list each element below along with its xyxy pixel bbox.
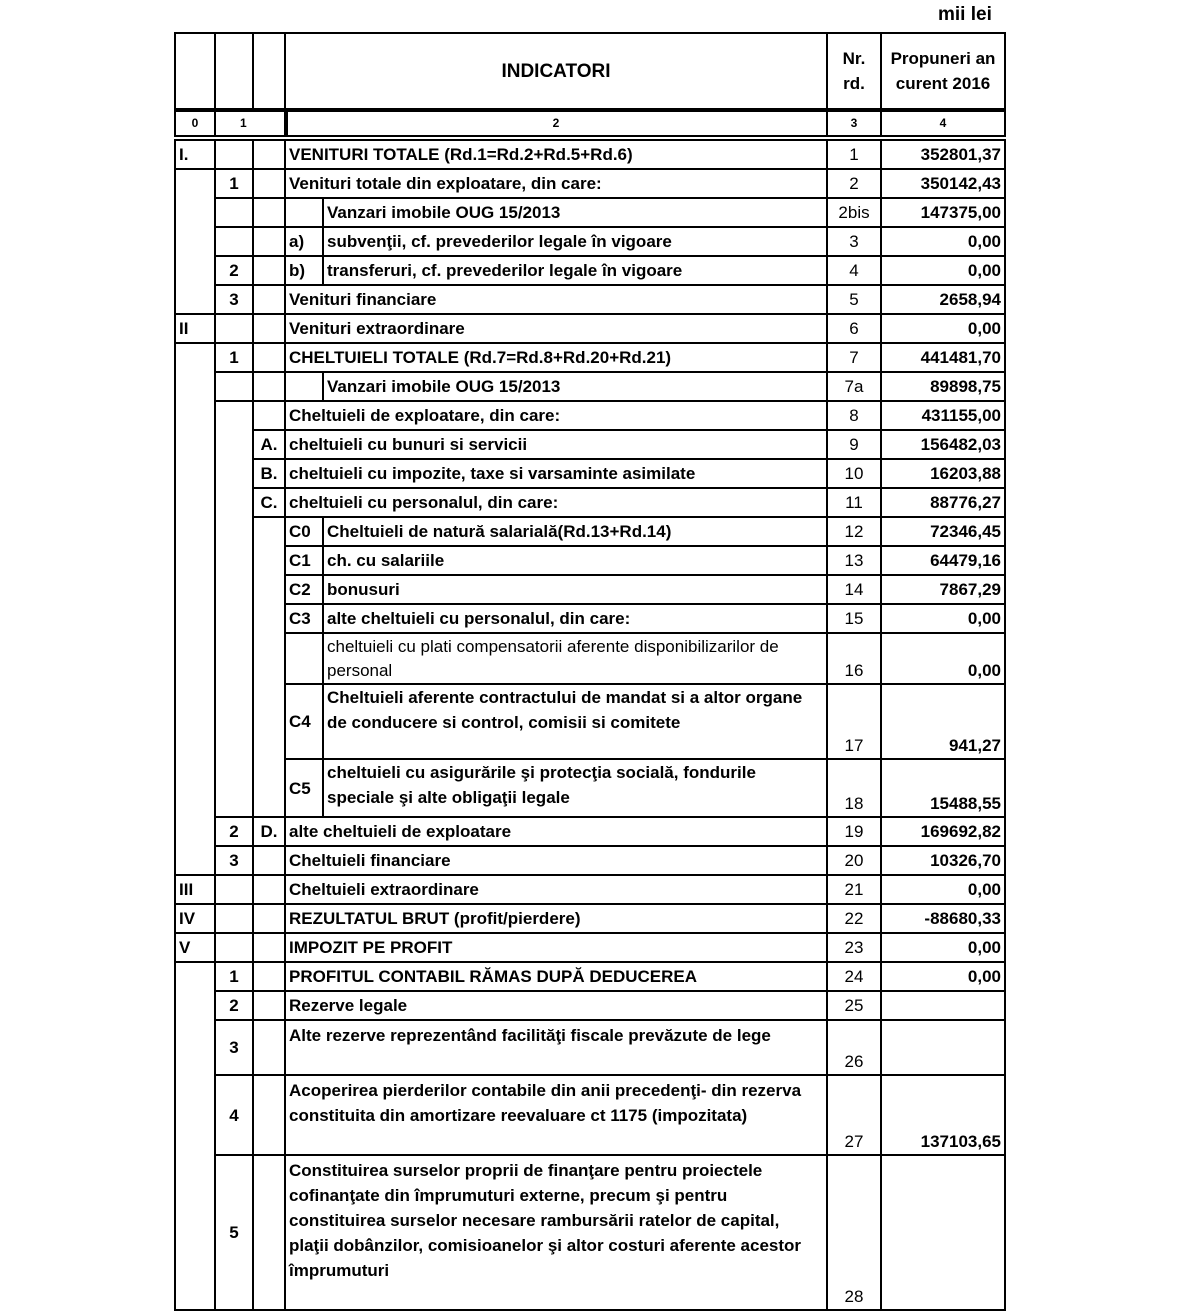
row-letter-cell: [252, 226, 286, 257]
row-sub-code: a): [284, 226, 324, 257]
header-col1: [214, 32, 254, 110]
row-indicator-text: REZULTATUL BRUT (profit/pierdere): [284, 903, 828, 934]
row-value: 0,00: [880, 961, 1006, 992]
row-nr: 7: [826, 342, 882, 373]
row-roman-cell: I.: [174, 139, 216, 170]
row-nr: 7a: [826, 371, 882, 402]
row-nr: 15: [826, 603, 882, 634]
row-letter-cell: A.: [252, 429, 286, 460]
row-value: 350142,43: [880, 168, 1006, 199]
row-number-cell: [214, 932, 254, 963]
row-value: 441481,70: [880, 342, 1006, 373]
row-value: 72346,45: [880, 516, 1006, 547]
row-nr: 5: [826, 284, 882, 315]
header-propuneri: Propuneri an curent 2016: [880, 32, 1006, 110]
row-indicator-text: Alte rezerve reprezentând facilităţi fiscale prevăzute de lege: [284, 1019, 828, 1076]
row-letter-cell: [252, 313, 286, 344]
row-value: 0,00: [880, 603, 1006, 634]
row-letter-cell: [252, 845, 286, 876]
row-indicator-text: Cheltuieli aferente contractului de mandat si a altor organe de conducere si control, comisii si comitete: [322, 683, 828, 760]
row-letter-cell: [252, 990, 286, 1021]
row-letter-cell: [252, 400, 286, 431]
row-value: 88776,27: [880, 487, 1006, 518]
row-roman-cell: II: [174, 313, 216, 344]
row-nr: 24: [826, 961, 882, 992]
row-indicator-text: bonusuri: [322, 574, 828, 605]
row-nr: 16: [826, 632, 882, 685]
row-indicator-text: Cheltuieli extraordinare: [284, 874, 828, 905]
row-nr: 19: [826, 816, 882, 847]
row-value: [880, 1019, 1006, 1076]
col-number-2: 2: [284, 110, 828, 137]
row-value: [880, 990, 1006, 1021]
row-indicator-text: Venituri financiare: [284, 284, 828, 315]
row-nr: 9: [826, 429, 882, 460]
row-number-cell: 1: [214, 961, 254, 992]
header-col0: [174, 32, 216, 110]
row-roman-cell: [174, 168, 216, 315]
row-number-cell: [214, 226, 254, 257]
row-value: 0,00: [880, 632, 1006, 685]
unit-label: mii lei: [938, 4, 992, 25]
row-value: 0,00: [880, 313, 1006, 344]
row-roman-cell: IV: [174, 903, 216, 934]
row-indicator-text: Venituri extraordinare: [284, 313, 828, 344]
row-indicator-text: IMPOZIT PE PROFIT: [284, 932, 828, 963]
row-indicator-text: cheltuieli cu asigurările şi protecţia socială, fondurile speciale şi alte obligaţii legale: [322, 758, 828, 818]
row-nr: 12: [826, 516, 882, 547]
row-indicator-text: Cheltuieli de natură salarială(Rd.13+Rd.14): [322, 516, 828, 547]
row-nr: 1: [826, 139, 882, 170]
row-number-cell: [214, 400, 254, 818]
row-letter-cell: [252, 516, 286, 818]
row-number-cell: 2: [214, 990, 254, 1021]
row-nr: 3: [826, 226, 882, 257]
row-nr: 20: [826, 845, 882, 876]
row-value: [880, 1154, 1006, 1311]
row-nr: 27: [826, 1074, 882, 1156]
row-roman-cell: [174, 342, 216, 876]
row-sub-code: b): [284, 255, 324, 286]
row-nr: 4: [826, 255, 882, 286]
row-indicator-text: Constituirea surselor proprii de finanţare pentru proiectele cofinanţate din împrumuturi externe, precum şi pentru constituirea surselor necesare rambursării ratelor de capital, plaţii dobânzilor, comisioanelor şi altor costuri aferente acestor împrumuturi: [284, 1154, 828, 1311]
row-value: 0,00: [880, 226, 1006, 257]
row-letter-cell: [252, 1074, 286, 1156]
row-value: 2658,94: [880, 284, 1006, 315]
row-roman-cell: III: [174, 874, 216, 905]
row-number-cell: 4: [214, 1074, 254, 1156]
row-letter-cell: [252, 342, 286, 373]
row-nr: 2: [826, 168, 882, 199]
row-number-cell: 2: [214, 255, 254, 286]
row-nr: 18: [826, 758, 882, 818]
row-sub-code: C5: [284, 758, 324, 818]
row-indicator-text: cheltuieli cu personalul, din care:: [284, 487, 828, 518]
row-indicator-text: ch. cu salariile: [322, 545, 828, 576]
row-number-cell: [214, 874, 254, 905]
row-letter-cell: [252, 371, 286, 402]
row-value: -88680,33: [880, 903, 1006, 934]
row-nr: 14: [826, 574, 882, 605]
row-indicator-text: transferuri, cf. prevederilor legale în vigoare: [322, 255, 828, 286]
row-sub-code: C0: [284, 516, 324, 547]
row-value: 10326,70: [880, 845, 1006, 876]
row-indicator-text: Acoperirea pierderilor contabile din anii precedenţi- din rezerva constituita din amortizare reevaluare ct 1175 (impozitata): [284, 1074, 828, 1156]
row-nr: 11: [826, 487, 882, 518]
row-letter-cell: C.: [252, 487, 286, 518]
row-indicator-text: Venituri totale din exploatare, din care:: [284, 168, 828, 199]
row-value: 0,00: [880, 255, 1006, 286]
row-letter-cell: [252, 284, 286, 315]
row-number-cell: 5: [214, 1154, 254, 1311]
row-value: 352801,37: [880, 139, 1006, 170]
row-value: 147375,00: [880, 197, 1006, 228]
row-sub-code: [284, 197, 324, 228]
col-number-0: 0: [174, 110, 216, 137]
row-sub-code: [284, 371, 324, 402]
row-number-cell: 3: [214, 845, 254, 876]
row-value: 64479,16: [880, 545, 1006, 576]
header-nr: Nr. rd.: [826, 32, 882, 110]
row-value: 7867,29: [880, 574, 1006, 605]
row-sub-code: C2: [284, 574, 324, 605]
row-indicator-text: Vanzari imobile OUG 15/2013: [322, 371, 828, 402]
row-letter-cell: [252, 874, 286, 905]
row-nr: 25: [826, 990, 882, 1021]
row-sub-code: C4: [284, 683, 324, 760]
row-indicator-text: CHELTUIELI TOTALE (Rd.7=Rd.8+Rd.20+Rd.21): [284, 342, 828, 373]
row-number-cell: [214, 139, 254, 170]
row-nr: 13: [826, 545, 882, 576]
row-indicator-text: cheltuieli cu plati compensatorii aferente disponibilizarilor de personal: [322, 632, 828, 685]
row-value: 15488,55: [880, 758, 1006, 818]
row-number-cell: [214, 903, 254, 934]
row-nr: 23: [826, 932, 882, 963]
row-value: 89898,75: [880, 371, 1006, 402]
row-value: 0,00: [880, 874, 1006, 905]
row-value: 431155,00: [880, 400, 1006, 431]
header-col1b: [252, 32, 286, 110]
row-indicator-text: cheltuieli cu impozite, taxe si varsaminte asimilate: [284, 458, 828, 489]
col-number-3: 3: [826, 110, 882, 137]
row-nr: 21: [826, 874, 882, 905]
row-number-cell: [214, 197, 254, 228]
row-indicator-text: Rezerve legale: [284, 990, 828, 1021]
row-letter-cell: [252, 255, 286, 286]
row-nr: 8: [826, 400, 882, 431]
row-number-cell: [214, 371, 254, 402]
row-number-cell: 2: [214, 816, 254, 847]
col-number-4: 4: [880, 110, 1006, 137]
row-roman-cell: [174, 961, 216, 1311]
row-number-cell: 1: [214, 168, 254, 199]
row-indicator-text: subvenţii, cf. prevederilor legale în vigoare: [322, 226, 828, 257]
row-number-cell: 3: [214, 1019, 254, 1076]
row-letter-cell: [252, 1154, 286, 1311]
row-value: 137103,65: [880, 1074, 1006, 1156]
row-nr: 2bis: [826, 197, 882, 228]
row-letter-cell: [252, 932, 286, 963]
row-value: 0,00: [880, 932, 1006, 963]
row-nr: 6: [826, 313, 882, 344]
row-nr: 10: [826, 458, 882, 489]
row-letter-cell: D.: [252, 816, 286, 847]
row-sub-code: C3: [284, 603, 324, 634]
row-letter-cell: [252, 139, 286, 170]
row-letter-cell: B.: [252, 458, 286, 489]
row-value: 16203,88: [880, 458, 1006, 489]
row-nr: 17: [826, 683, 882, 760]
row-indicator-text: Cheltuieli financiare: [284, 845, 828, 876]
header-indicatori: INDICATORI: [284, 32, 828, 110]
row-letter-cell: [252, 197, 286, 228]
row-indicator-text: VENITURI TOTALE (Rd.1=Rd.2+Rd.5+Rd.6): [284, 139, 828, 170]
col-number-1: 1: [214, 110, 288, 137]
row-number-cell: [214, 313, 254, 344]
row-letter-cell: [252, 903, 286, 934]
row-indicator-text: alte cheltuieli de exploatare: [284, 816, 828, 847]
row-indicator-text: PROFITUL CONTABIL RĂMAS DUPĂ DEDUCEREA: [284, 961, 828, 992]
row-value: 169692,82: [880, 816, 1006, 847]
row-nr: 28: [826, 1154, 882, 1311]
row-number-cell: 3: [214, 284, 254, 315]
row-nr: 22: [826, 903, 882, 934]
row-indicator-text: Cheltuieli de exploatare, din care:: [284, 400, 828, 431]
row-value: 156482,03: [880, 429, 1006, 460]
row-sub-code: [284, 632, 324, 685]
row-indicator-text: cheltuieli cu bunuri si servicii: [284, 429, 828, 460]
row-letter-cell: [252, 961, 286, 992]
row-roman-cell: V: [174, 932, 216, 963]
row-nr: 26: [826, 1019, 882, 1076]
row-letter-cell: [252, 1019, 286, 1076]
row-indicator-text: alte cheltuieli cu personalul, din care:: [322, 603, 828, 634]
row-number-cell: 1: [214, 342, 254, 373]
row-sub-code: C1: [284, 545, 324, 576]
row-indicator-text: Vanzari imobile OUG 15/2013: [322, 197, 828, 228]
row-value: 941,27: [880, 683, 1006, 760]
row-letter-cell: [252, 168, 286, 199]
